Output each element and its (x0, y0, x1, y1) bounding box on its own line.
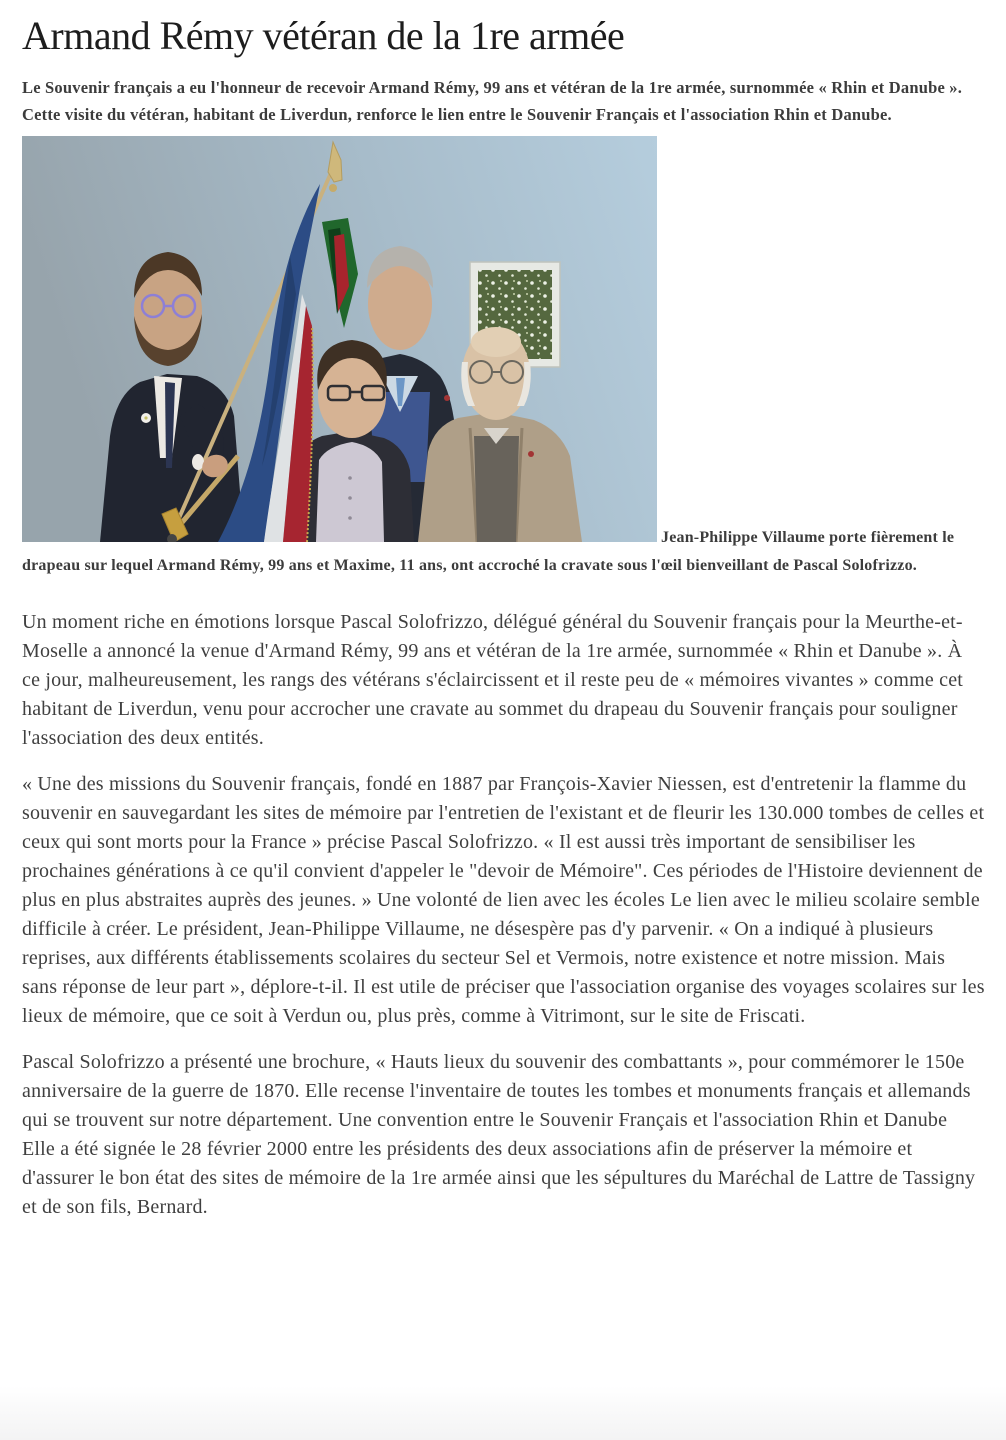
article-intro: Le Souvenir français a eu l'honneur de recevoir Armand Rémy, 99 ans et vétéran de la 1re armée, surnommée « Rhin et Danube ». Cette visite du vétéran, habitant de Liverdun, renforce le lien entre le Souvenir Français et l'association Rhin et Danube. (22, 78, 963, 124)
article-photo (22, 136, 657, 542)
photo-caption: Jean-Philippe Villaume porte fièrement le drapeau sur lequel Armand Rémy, 99 ans et Maxime, 11 ans, ont accroché la cravate sous l'œil bienveillant de Pascal Solofrizzo. (22, 529, 955, 574)
article-paragraph-2: « Une des missions du Souvenir français, fondé en 1887 par François-Xavier Niessen, est d'entretenir la flamme du souvenir en sauvegardant les sites de mémoire par l'entretien de l'existant et de fleurir les 130.000 tombes de celles et ceux qui sont morts pour la France » précise Pascal Solofrizzo. « Il est aussi très important de sensibiliser les prochaines générations à ce qu'il convient d'appeler le "devoir de Mémoire". Ces périodes de l'Histoire deviennent de plus en plus abstraites auprès des jeunes. » Une volonté de lien avec les écoles Le lien avec le milieu scolaire semble difficile à créer. Le président, Jean-Philippe Villaume, ne désespère pas d'y parvenir. « On a indiqué à plusieurs reprises, aux différents établissements scolaires du secteur Sel et Vermois, notre existence et notre mission. Mais sans réponse de leur part », déplore-t-il. Il est utile de préciser que l'association organise des voyages scolaires sur les lieux de mémoire, que ce soit à Verdun ou, plus près, comme à Vitrimont, sur le site de Friscati. (22, 773, 985, 1027)
photo-with-caption (22, 136, 985, 580)
article-paragraph-3: Pascal Solofrizzo a présenté une brochure, « Hauts lieux du souvenir des combattants », pour commémorer le 150e anniversaire de la guerre de 1870. Elle recense l'inventaire de toutes les tombes et monuments français et allemands qui se trouvent sur notre département. Une convention entre le Souvenir Français et l'association Rhin et Danube Elle a été signée le 28 février 2000 entre les présidents des deux associations afin de préserver la mémoire et d'assurer le bon état des sites de mémoire de la 1re armée ainsi que les sépultures du Maréchal de Lattre de Tassigny et de son fils, Bernard. (22, 1051, 976, 1218)
page-bottom-fade (0, 1386, 1006, 1440)
article (0, 12, 1006, 1222)
page-title: Armand Rémy vétéran de la 1re armée (22, 13, 625, 58)
article-paragraph-1: Un moment riche en émotions lorsque Pascal Solofrizzo, délégué général du Souvenir français pour la Meurthe-et-Moselle a annoncé la venue d'Armand Rémy, 99 ans et vétéran de la 1re armée, surnommée « Rhin et Danube ». À ce jour, malheureusement, les rangs des vétérans s'éclaircissent et il reste peu de « mémoires vivantes » comme cet habitant de Liverdun, venu pour accrocher une cravate au sommet du drapeau du Souvenir français pour souligner l'association des deux entités. (22, 611, 964, 749)
